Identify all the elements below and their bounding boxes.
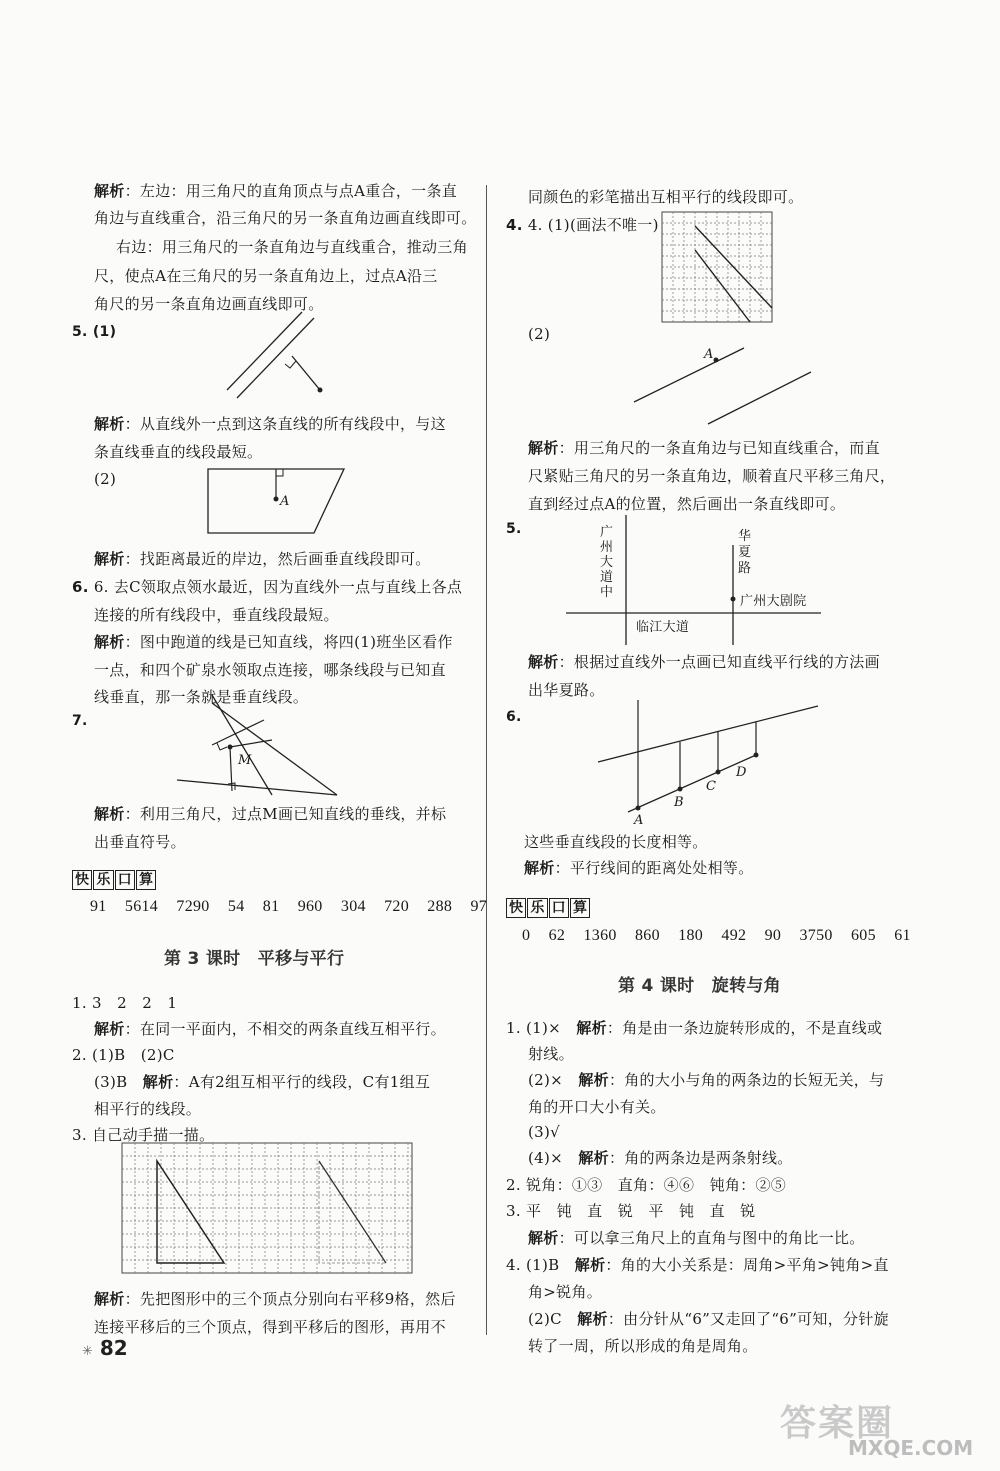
s3-q2-jx-line2: 相平行的线段。 [94, 1100, 202, 1118]
s3-q2: 2. (1)B (2)C [72, 1046, 175, 1064]
q4-jx: 解析：用三角尺的一条直角边与已知直线重合，而直 [528, 439, 880, 457]
s3-q2-3: (3)B 解析：A有2组互相平行的线段，C有1组互 [94, 1073, 431, 1091]
q4-jx-line2: 尺紧贴三角尺的另一条直角边，顺着直尺平移三角尺， [528, 467, 896, 485]
map-label-guangzhou-avenue: 广州大道中 [600, 525, 614, 600]
q6-label-right: 6. [506, 709, 522, 725]
q5r-jx: 解析：根据过直线外一点画已知直线平行线的方法画 [528, 653, 880, 671]
q5-2-jx: 解析：找距离最近的岸边，然后画垂直线段即可。 [94, 550, 431, 568]
kousuan-answers-right: 0 62 1360 860 180 492 90 3750 605 61 [522, 927, 911, 944]
kousuan-answers: 91 5614 7290 54 81 960 304 720 288 97 [90, 898, 488, 915]
parallel-distance-figure [598, 700, 828, 830]
s4-q4-1: 4. (1)B 解析：角的大小关系是：周角>平角>钝角>直 [506, 1256, 889, 1274]
q4-point-A: A [704, 347, 714, 362]
q5-jx: 解析：从直线外一点到这条直线的所有线段中，与这 [94, 415, 446, 433]
section-3-title: 第 3 课时 平移与平行 [164, 949, 345, 969]
q5-1-label: 5. (1) [72, 324, 117, 340]
s3-q3: 3. 自己动手描一描。 [72, 1126, 215, 1144]
triangle-perpendicular-figure [172, 695, 372, 805]
q4-2-label: (2) [528, 325, 551, 343]
s4-q1-1-jx-line2: 射线。 [528, 1045, 574, 1063]
q5-jx-line2: 条直线垂直的线段最短。 [94, 443, 263, 461]
s4-q1-2: (2)× 解析：角的大小与角的两条边的长短无关，与 [528, 1071, 885, 1089]
q6-point-A: A [634, 813, 644, 828]
s3-q3-jx-line2: 连接平移后的三个顶点，得到平移后的图形，再用不 [94, 1318, 446, 1336]
perpendicular-figure-1 [222, 310, 342, 410]
s4-q1-1: 1. (1)× 解析：角是由一条边旋转形成的，不是直线或 [506, 1019, 883, 1037]
q4-1: 4. 4. (1)(画法不唯一) [506, 216, 659, 234]
q6-jx-line3: 线垂直，那一条就是垂直线段。 [94, 688, 309, 706]
q7-label: 7. [72, 713, 88, 729]
point-A-label: A [280, 494, 290, 509]
q7-jx: 解析：利用三角尺，过点M画已知直线的垂线，并标 [94, 805, 447, 823]
section-4-title: 第 4 课时 旋转与角 [618, 976, 781, 996]
page-number: ✳ 82 [82, 1336, 128, 1360]
jx1-line2: 角边与直线重合，沿三角尺的另一条直角边画直线即可。 [94, 209, 477, 227]
jx1-line1: 解析：左边：用三角尺的直角顶点与点A重合，一条直 [94, 182, 458, 200]
q6-line1: 6. 6. 去C领取点领水最近，因为直线外一点与直线上各点 [72, 578, 463, 596]
watermark-url: MXQE.COM [848, 1436, 974, 1460]
s3-q1: 1. 3 2 2 1 [72, 994, 178, 1012]
q5-2-label: (2) [94, 470, 117, 488]
parallel-lines-figure [626, 340, 826, 430]
map-label-linjiang-avenue: 临江大道 [636, 620, 690, 635]
q6-line2: 连接的所有线段中，垂直线段最短。 [94, 606, 339, 624]
point-M-label: M [238, 753, 252, 768]
s4-q1-4: (4)× 解析：角的两条边是两条射线。 [528, 1149, 793, 1167]
q6r-jx: 解析：平行线间的距离处处相等。 [524, 859, 754, 877]
q7-jx-line2: 出垂直符号。 [94, 833, 186, 851]
q5r-jx-line2: 出华夏路。 [528, 681, 605, 699]
q5-label-right: 5. [506, 521, 522, 537]
translation-grid-figure [122, 1143, 422, 1283]
watermark-logo: 答案圈 [780, 1403, 895, 1444]
map-label-theatre: 广州大剧院 [740, 594, 807, 609]
kuaile-kousuan-tag: 快 乐 口 算 [72, 868, 157, 890]
s4-q2: 2. 锐角：①③ 直角：④⑥ 钝角：②⑤ [506, 1176, 787, 1194]
q6-point-D: D [736, 765, 747, 780]
r-continued-line: 同颜色的彩笔描出互相平行的线段即可。 [528, 188, 804, 206]
s4-q1-2-jx-line2: 角的开口大小有关。 [528, 1098, 666, 1116]
map-label-huaxia-road: 华夏路 [738, 529, 752, 576]
s4-q4-2: (2)C 解析：由分针从“6”又走回了“6”可知，分针旋 [528, 1310, 889, 1328]
q6-point-B: B [674, 795, 684, 810]
q6-jx-line2: 一点，和四个矿泉水领取点连接，哪条线段与已知直 [94, 661, 446, 679]
s3-q1-jx: 解析：在同一平面内，不相交的两条直线互相平行。 [94, 1020, 446, 1038]
s3-q3-jx: 解析：先把图形中的三个顶点分别向右平移9格，然后 [94, 1290, 456, 1308]
jx1-line5: 角尺的另一条直角边画直线即可。 [94, 295, 324, 313]
s4-q1-3: (3)√ [528, 1123, 561, 1141]
q4-jx-line3: 直到经过点A的位置，然后画出一条直线即可。 [528, 495, 846, 513]
s4-q3: 3. 平 钝 直 锐 平 钝 直 锐 [506, 1202, 756, 1220]
q6-point-C: C [706, 779, 717, 794]
jx1-line3: 右边：用三角尺的一条直角边与直线重合，推动三角 [116, 238, 468, 256]
kuaile-kousuan-tag-right: 快 乐 口 算 [506, 896, 591, 918]
s4-q4-1-jx-line2: 角>锐角。 [528, 1283, 603, 1301]
s4-q4-2-jx-line2: 转了一周，所以形成的角是周角。 [528, 1337, 758, 1355]
parallel-grid-figure [662, 212, 782, 324]
q6-jx: 解析：图中跑道的线是已知直线，将四(1)班坐区看作 [94, 633, 453, 651]
jx1-line4: 尺，使点A在三角尺的另一条直角边上，过点A沿三 [94, 267, 438, 285]
column-divider [486, 185, 487, 1335]
s4-q3-jx: 解析：可以拿三角尺上的直角与图中的角比一比。 [528, 1229, 865, 1247]
q6-answer: 这些垂直线段的长度相等。 [524, 833, 708, 851]
